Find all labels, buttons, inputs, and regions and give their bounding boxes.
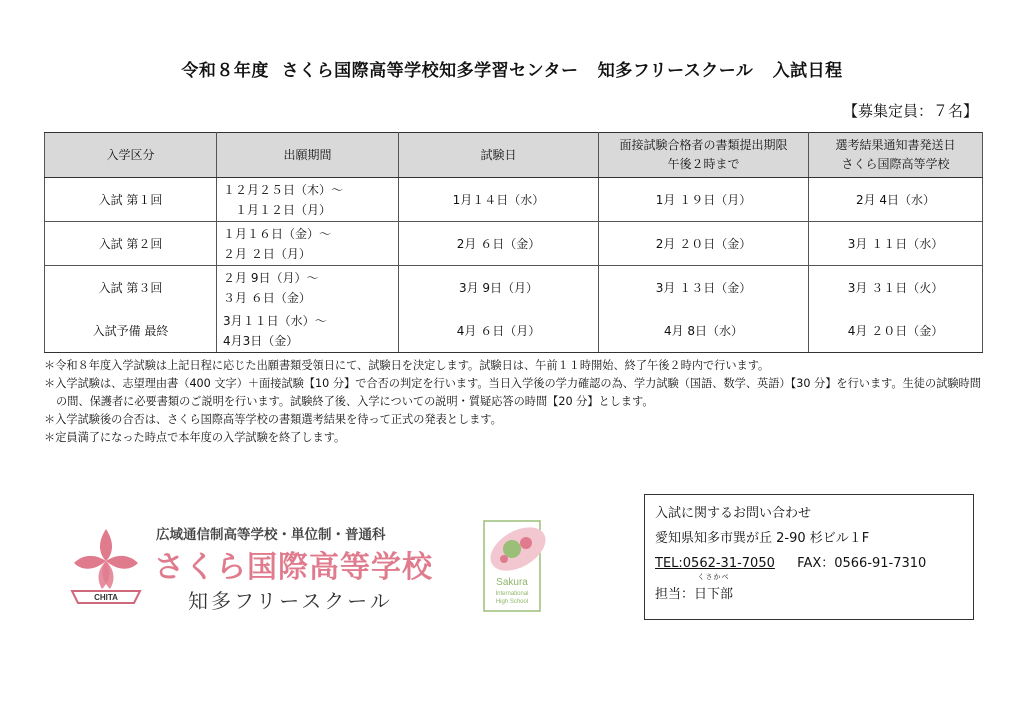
header-exam-date: 試験日	[399, 133, 599, 178]
schedule-table	[44, 132, 983, 353]
cell-category: 入試 第１回	[45, 178, 217, 222]
table-header-row	[45, 133, 983, 178]
cell-deadline: 2月 ２０日（金）	[599, 222, 809, 266]
note-item: ＊令和８年度入学試験は上記日程に応じた出願書類受領日にて、試験日を決定します。試験日は、午前１１時開始、終了午後２時内で行います。	[44, 359, 770, 372]
cell-category: 入試 第３回	[45, 266, 217, 310]
page-title: 令和８年度 さくら国際高等学校知多学習センター 知多フリースクール 入試日程	[181, 61, 843, 81]
person-label: 担当：	[655, 587, 695, 602]
fax-number: FAX：0566-91-7310	[797, 556, 927, 571]
note-item: ＊入学試験は、志望理由書（400 文字）＋面接試験【10 分】で合否の判定を行います。当日入学後の学力確認の為、学力試験（国語、数学、英語）【30 分】を行います。生徒の試験時間の間、保護者に必要書類のご説明を行います。試験終了後、入学についての説明・質疑応答の時間【20 分】とします。	[44, 377, 981, 408]
person-name-with-ruby	[694, 573, 734, 607]
cell-period: １月１６日（金）～ ２月 ２日（月）	[217, 222, 399, 266]
cell-exam-date: 1月１４日（水）	[399, 178, 599, 222]
cell-notice: 2月 4日（水）	[809, 178, 983, 222]
cell-period: １２月２５日（木）～ １月１２日（月）	[217, 178, 399, 222]
sakura-international-badge-icon	[482, 519, 552, 615]
table-row	[45, 222, 983, 266]
cell-period: 3月１１日（水）～ 4月3日（金）	[217, 309, 399, 353]
school-logo-area	[64, 515, 564, 625]
cell-deadline: 4月 8日（水）	[599, 309, 809, 353]
badge-line-2: International	[495, 591, 529, 597]
cell-period: ２月 9日（月）～ ３月 ６日（金）	[217, 266, 399, 310]
note-item: ＊定員満了になった時点で本年度の入学試験を終了します。	[44, 431, 346, 444]
header-period: 出願期間	[217, 133, 399, 178]
header-document-deadline: 面接試験合格者の書類提出期限 午後２時まで	[599, 133, 809, 178]
capacity-label: 【募集定員：７名】	[842, 102, 978, 120]
cell-notice: 3月 １１日（水）	[809, 222, 983, 266]
cell-exam-date: 2月 ６日（金）	[399, 222, 599, 266]
notes-section	[44, 357, 988, 447]
badge-line-1: Sakura	[496, 577, 528, 588]
cell-category: 入試 第２回	[45, 222, 217, 266]
tel-link[interactable]: TEL:0562-31-7050	[655, 556, 775, 571]
cell-deadline: 3月 １３日（金）	[599, 266, 809, 310]
note-item: ＊入学試験後の合否は、さくら国際高等学校の書類選考結果を待って正式の発表とします。	[44, 413, 502, 426]
logo-free-school: 知多フリースクール	[188, 589, 393, 613]
contact-box	[644, 494, 974, 620]
table-row	[45, 266, 983, 310]
cell-category: 入試予備 最終	[45, 309, 217, 353]
person-name: 日下部	[694, 587, 734, 602]
cell-notice: 4月 ２０日（金）	[809, 309, 983, 353]
sakura-emblem-icon	[64, 523, 148, 607]
contact-heading: 入試に関するお問い合わせ	[655, 506, 812, 521]
cell-notice: 3月 ３１日（火）	[809, 266, 983, 310]
badge-line-3: High School	[495, 599, 529, 605]
cell-exam-date: 3月 9日（月）	[399, 266, 599, 310]
header-category: 入学区分	[45, 133, 217, 178]
cell-deadline: 1月 １９日（月）	[599, 178, 809, 222]
contact-person	[655, 573, 963, 607]
logo-school-name: さくら国際高等学校	[154, 550, 433, 585]
person-ruby: くさかべ	[697, 573, 730, 581]
table-row	[45, 309, 983, 353]
cell-exam-date: 4月 ６日（月）	[399, 309, 599, 353]
contact-address: 愛知県知多市巽が丘 2-90 杉ビル１F	[655, 531, 870, 546]
logo-subtitle: 広域通信制高等学校・単位制・普通科	[156, 527, 386, 543]
emblem-text: CHITA	[94, 593, 118, 602]
table-row	[45, 178, 983, 222]
header-result-notice: 選考結果通知書発送日 さくら国際高等学校	[809, 133, 983, 178]
